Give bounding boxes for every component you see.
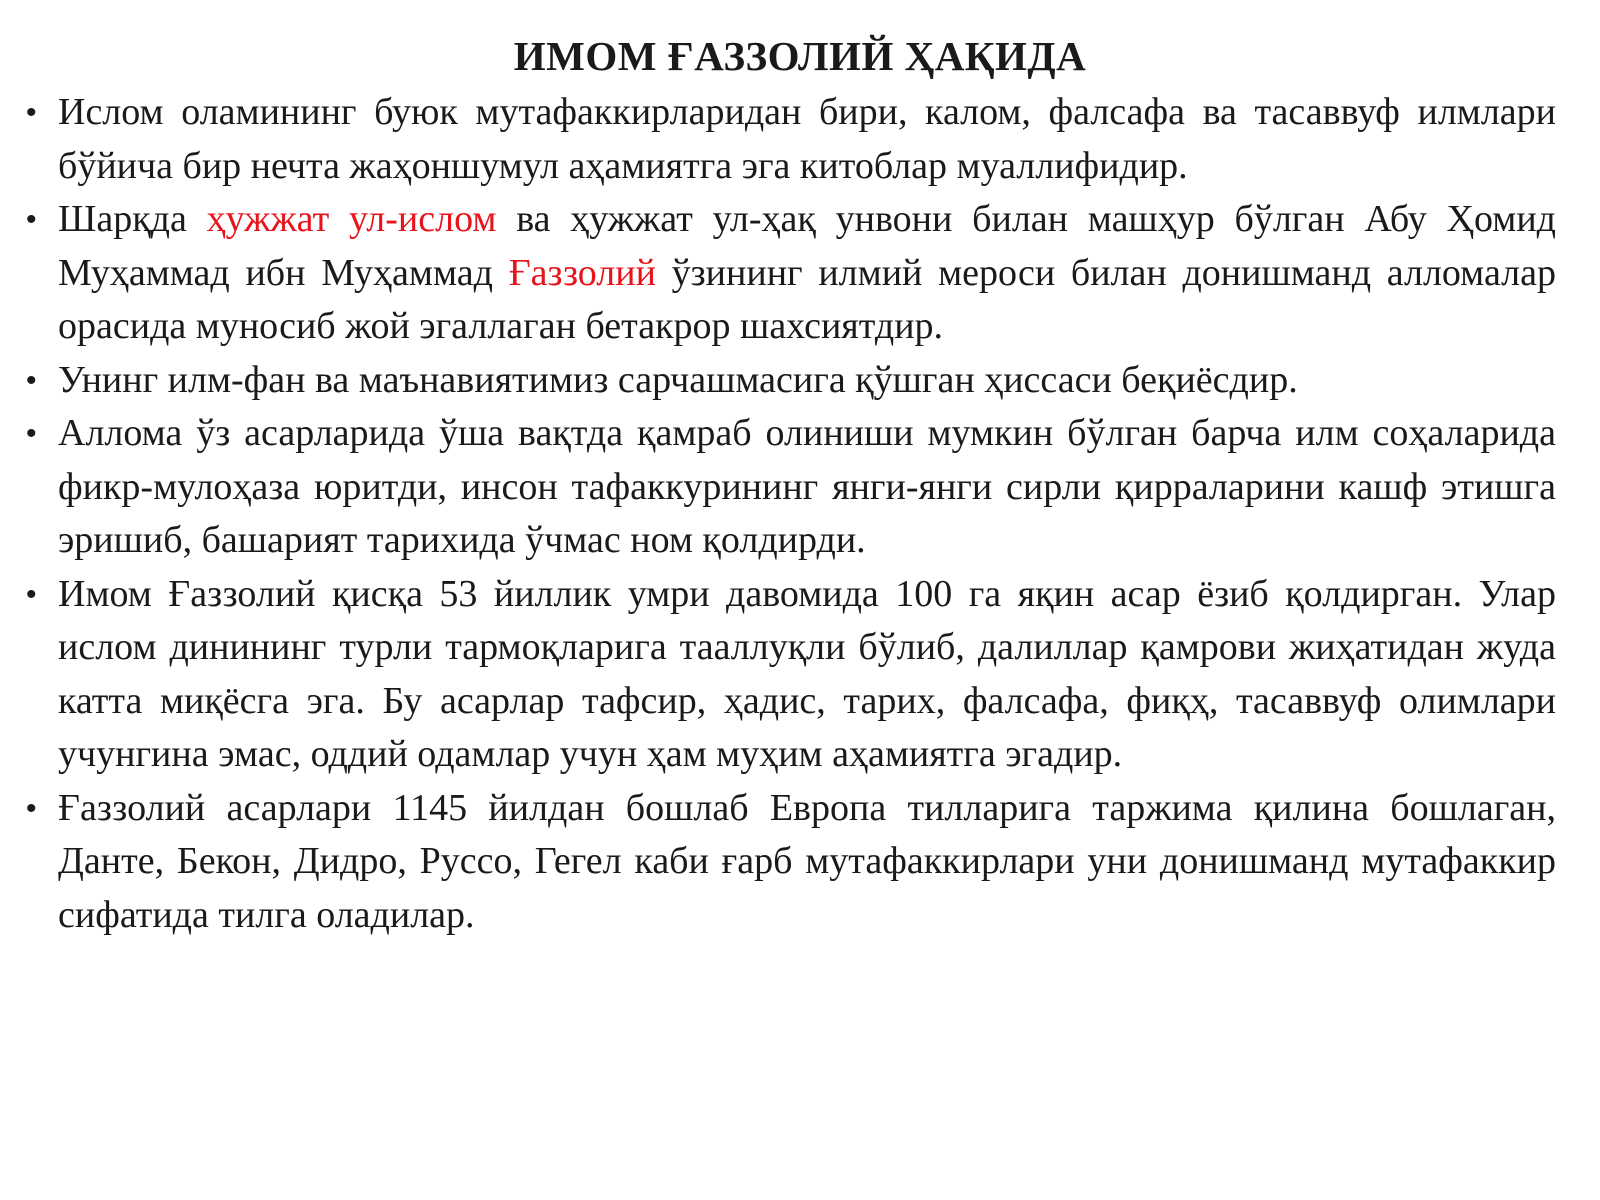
bullet-text-part: ўзининг илмий мероси билан донишманд алломалар орасида муносиб жой эгаллаган бетакрор шахсиятдир.	[58, 251, 1556, 347]
bullet-icon: •	[26, 791, 37, 825]
bullet-icon: •	[26, 96, 37, 129]
bullet-text: Имом Ғаззолий қисқа 53 йиллик умри давомида 100 га яқин асар ёзиб қолдирган. Улар ислом динининг турли тармоқларига тааллуқли бўлиб, далиллар қамрови жиҳатидан жуда катта миқёсга эга. Бу асарлар тафсир, ҳадис, тарих, фалсафа, фиқҳ, тасаввуф олимлари учунгина эмас, оддий одамлар учун ҳам муҳим аҳамиятга эгадир.	[58, 572, 1556, 775]
bullet-item	[26, 782, 1556, 943]
bullet-text: Ғаззолий асарлари 1145 йилдан бошлаб Европа тилларига таржима қилина бошлаган, Данте, Бекон, Дидро, Руссо, Гегел каби ғарб мутафаккирлари уни донишманд мутафаккир сифатида тилга оладилар.	[58, 786, 1556, 936]
highlighted-name: Ғаззолий	[508, 251, 656, 294]
bullet-icon: •	[26, 363, 37, 397]
bullet-icon: •	[26, 417, 37, 450]
bullet-item	[26, 568, 1556, 782]
bullet-text: Ислом оламининг буюк мутафаккирларидан бири, калом, фалсафа ва тасаввуф илмлари бўйича бир нечта жаҳоншумул аҳамиятга эга китоблар муаллифидир.	[58, 91, 1556, 187]
highlighted-term: ҳужжат ул-ислом	[206, 198, 497, 240]
bullet-text: Унинг илм-фан ва маънавиятимиз сарчашмасига қўшган ҳиссаси беқиёсдир.	[58, 358, 1298, 401]
bullet-list	[26, 86, 1556, 942]
bullet-item	[26, 86, 1556, 193]
bullet-text: Аллома ўз асарларида ўша вақтда қамраб олиниши мумкин бўлган барча илм соҳаларида фикр-мулоҳаза юритди, инсон тафаккурининг янги-янги сирли қирраларини кашф этишга эришиб, башарият тарихида ўчмас ном қолдирди.	[58, 412, 1556, 561]
bullet-item	[26, 193, 1556, 354]
bullet-icon: •	[26, 203, 37, 236]
bullet-icon: •	[26, 577, 37, 611]
bullet-text-part: ва ҳужжат ул-ҳақ унвони билан машҳур бўлган Абу Ҳомид Муҳаммад ибн Муҳаммад	[58, 198, 1556, 294]
page-title: ИМОМ ҒАЗЗОЛИЙ ҲАҚИДА	[513, 33, 1087, 79]
bullet-item	[26, 407, 1556, 568]
bullet-item	[26, 354, 1556, 408]
bullet-text-part: Шарқда	[58, 198, 207, 240]
